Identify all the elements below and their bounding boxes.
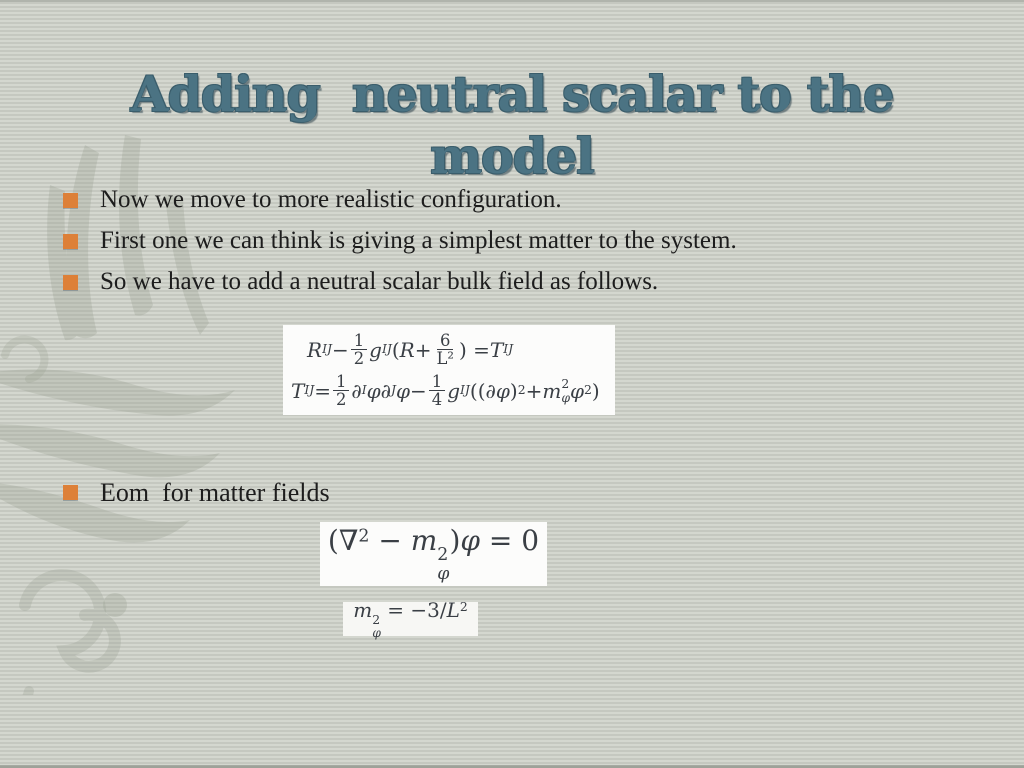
bullet-item bbox=[63, 268, 994, 296]
bullet-square-icon bbox=[63, 485, 78, 500]
page-title-line2: model bbox=[430, 126, 594, 185]
page-title-line1: Adding neutral scalar to the bbox=[130, 64, 894, 123]
bullet-list bbox=[63, 186, 994, 309]
bullet-square-icon bbox=[63, 234, 78, 249]
equation-einstein-line1: R IJ − $\frac{1}{2}$ g IJ ( R + $\frac{6}{\text{L²}}$ ) = T IJ bbox=[307, 330, 514, 368]
page-title bbox=[0, 63, 1024, 187]
bullet-item-eom bbox=[63, 478, 994, 507]
bullet-text: First one we can think is giving a simplest matter to the system. bbox=[100, 227, 737, 254]
equation-einstein-line2: T IJ = $\frac{1}{2}$ ∂ I φ∂ J φ − $\frac{1}{4}$ g IJ (( ∂φ ) 2 + m 2 φ φ 2 ) bbox=[291, 371, 600, 409]
bullet-text: So we have to add a neutral scalar bulk field as follows. bbox=[100, 268, 659, 295]
bullet-item bbox=[63, 227, 994, 255]
bullet-square-icon bbox=[63, 275, 78, 290]
bullet-text: Now we move to more realistic configuration. bbox=[100, 186, 562, 213]
equation-mass: m 2 φ = $-3/L^2$ bbox=[353, 597, 468, 641]
equation-panel-mass bbox=[343, 597, 478, 641]
equation-panel-eom bbox=[320, 522, 547, 586]
bullet-item bbox=[63, 186, 994, 214]
equation-eom: (∇$^2$ − m 2 φ )φ = 0 bbox=[327, 524, 540, 584]
bullet-square-icon bbox=[63, 193, 78, 208]
bullet-text: Eom for matter fields bbox=[100, 478, 330, 507]
equation-panel-einstein bbox=[283, 325, 615, 415]
